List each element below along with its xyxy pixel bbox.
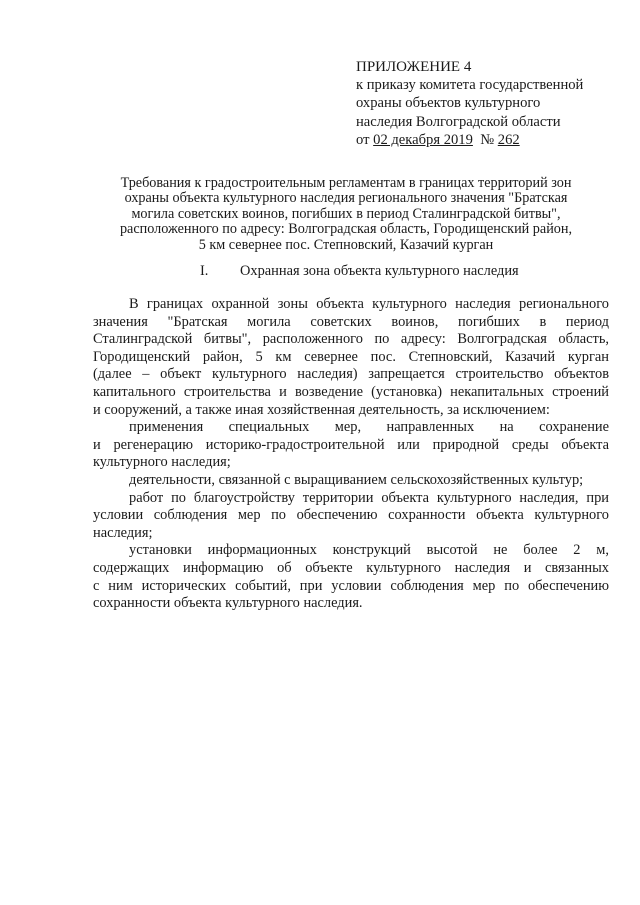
document-title xyxy=(96,176,596,253)
order-number: 262 xyxy=(497,131,520,148)
paragraph-line: и сооружений, а также иная хозяйственная деятельность, за исключением: xyxy=(93,401,550,418)
paragraph xyxy=(93,472,609,490)
title-line: расположенного по адресу: Волгоградская область, Городищенский район, xyxy=(119,221,573,238)
date-prefix: от xyxy=(356,131,374,148)
title-line: Требования к градостроительным регламентам в границах территорий зон xyxy=(120,175,572,191)
paragraph-line: капитального строительства и возведение (установка) некапитальных строений xyxy=(93,383,609,400)
paragraph-line: и регенерацию историко-градостроительной или природной среды объекта xyxy=(93,436,609,453)
appendix-line: наследия Волгоградской области xyxy=(356,113,561,130)
paragraph xyxy=(93,419,609,472)
paragraph-line: работ по благоустройству территории объекта культурного наследия, при xyxy=(129,489,609,506)
appendix-line: охраны объектов культурного xyxy=(356,95,541,112)
paragraph-line: значения "Братская могила советских воинов, погибших в период xyxy=(93,313,609,330)
paragraph-line: Сталинградской битвы", расположенного по адресу: Волгоградская область, xyxy=(93,331,609,348)
section-heading xyxy=(200,262,580,280)
title-line: могила советских воинов, погибших в период Сталинградской битвы", xyxy=(131,205,561,222)
paragraph xyxy=(93,490,609,543)
appendix-title: ПРИЛОЖЕНИЕ 4 xyxy=(356,59,472,75)
paragraph-line: условии соблюдения мер по обеспечению сохранности объекта культурного xyxy=(93,507,609,524)
paragraph-line: культурного наследия; xyxy=(93,454,231,471)
paragraph-line: сохранности объекта культурного наследия. xyxy=(93,595,363,612)
paragraph xyxy=(93,296,609,419)
paragraph-line: установки информационных конструкций высотой не более 2 м, xyxy=(129,542,609,559)
paragraph xyxy=(93,542,609,612)
paragraph-line: наследия; xyxy=(93,524,153,541)
appendix-line: к приказу комитета государственной xyxy=(356,77,584,94)
title-line: 5 км севернее пос. Степновский, Казачий курган xyxy=(198,236,494,253)
paragraph-line: деятельности, связанной с выращиванием сельскохозяйственных культур; xyxy=(129,471,584,488)
paragraph-line: применения специальных мер, направленных на сохранение xyxy=(129,419,609,436)
appendix-header xyxy=(356,58,616,149)
body-text xyxy=(93,296,609,613)
appendix-date-line xyxy=(356,131,616,149)
title-line: охраны объекта культурного наследия регионального значения "Братская xyxy=(124,190,568,207)
paragraph-line: содержащих информацию об объекте культурного наследия и связанных xyxy=(93,559,609,576)
paragraph-line: с ним исторических событий, при условии соблюдения мер по обеспечению xyxy=(93,577,609,594)
number-prefix: № xyxy=(472,131,498,148)
paragraph-line: (далее – объект культурного наследия) запрещается строительство объектов xyxy=(93,366,609,383)
paragraph-line: В границах охранной зоны объекта культурного наследия регионального xyxy=(129,296,609,312)
paragraph-line: Городищенский район, 5 км севернее пос. Степновский, Казачий курган xyxy=(93,348,609,365)
section-title: Охранная зона объекта культурного наследия xyxy=(240,263,519,279)
section-number: I. xyxy=(200,263,209,279)
order-date: 02 декабря 2019 xyxy=(373,131,473,148)
